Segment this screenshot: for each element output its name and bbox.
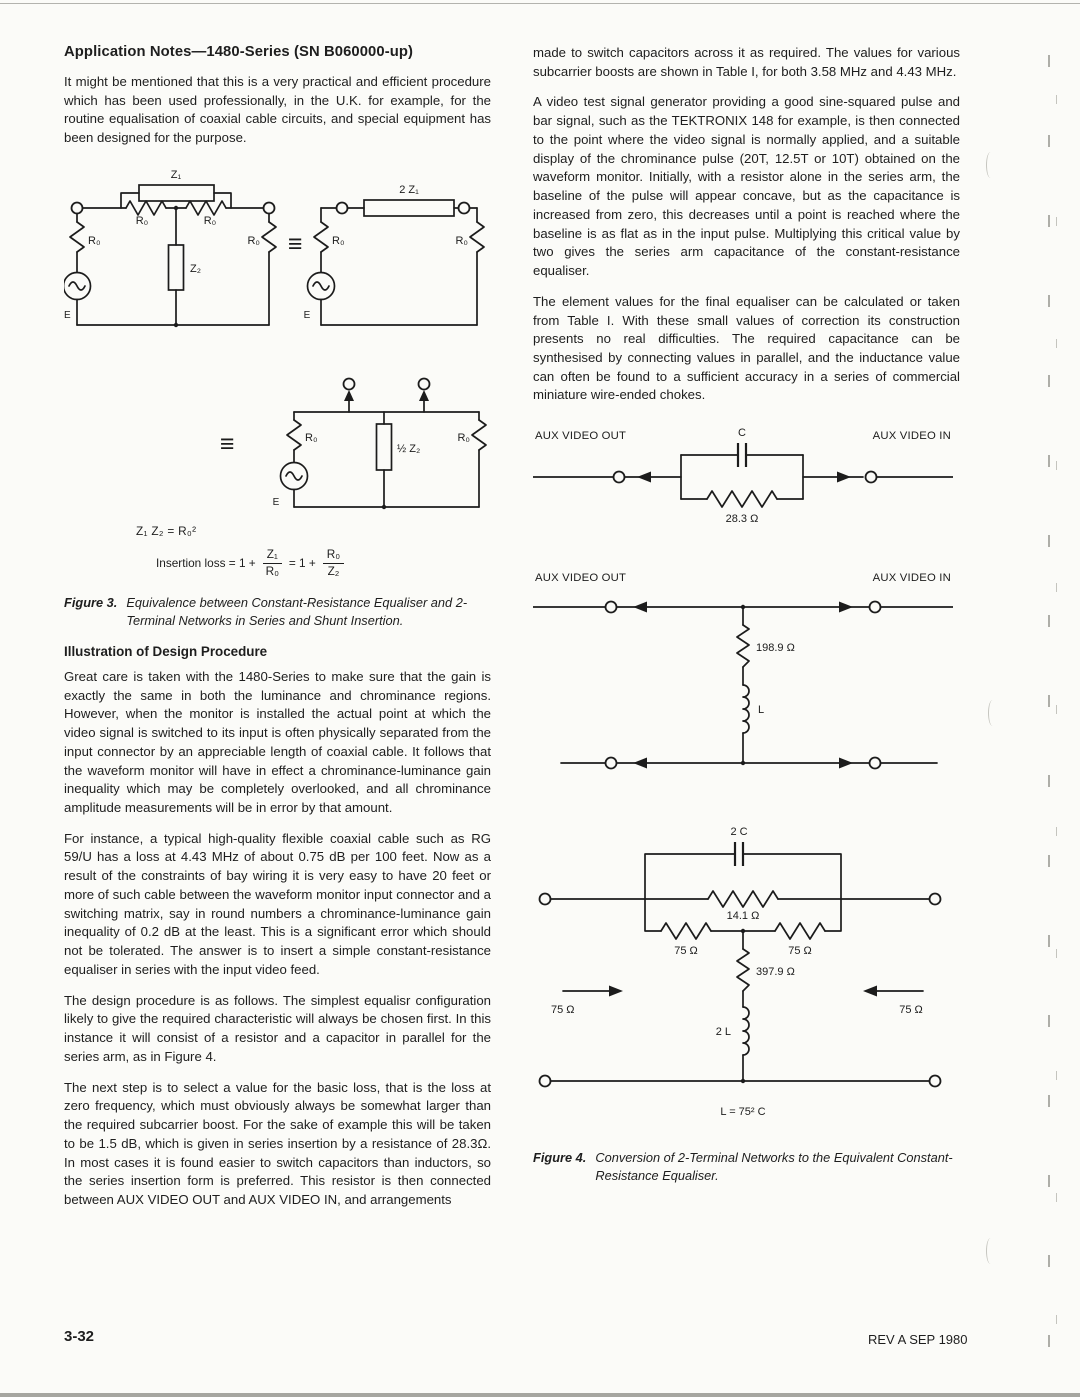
impedance-box-half-z2: [377, 424, 392, 470]
paragraph-care: Great care is taken with the 1480-Series to make sure that the gain is exactly the same in both the luminance and chrominance regions. However, when the monitor is installed the actual point at which the video signal is switched to its input is often physically separated from the input connector by an appreciable length of coaxial cable. It follows that the waveform monitor will have in effect a chrominance-luminance gain inequality which may be completely overlooked, and all chrominance amplitude measurements will be in error by that amount.: [64, 668, 491, 816]
scan-artifact-bottom-edge: [0, 1393, 1080, 1397]
figure3-circuit-b: [304, 184, 484, 325]
label-aux-video-out: AUX VIDEO OUT: [535, 572, 627, 585]
label-e: E: [272, 496, 280, 508]
label-e: E: [64, 309, 71, 321]
impedance-box-z2: [169, 245, 184, 290]
label-lc-relation: L = 75² C: [720, 1106, 766, 1119]
paragraph-generator: A video test signal generator providing a good sine-squared pulse and bar signal, such as the TEKTRONIX 148 for example, is then connected to the point where the video signal is normally applied, and a suitable display of the chrominance pulse (20T, 12.5T or 10T) obtained on the waveform monitor. Initially, with a resistor alone in the series arm, the baseline of the pulse will appear concave, but as the capacitance is increased from zero, this decreases until a point is reached where the baseline is as flat as in the input pulse. Multiplying this critical value by two gives the series arm capacitance of the constant-resistance equaliser.: [533, 94, 960, 279]
terminal-circle: [540, 1076, 551, 1087]
terminal-circle: [866, 472, 877, 483]
paragraph-procedure: The design procedure is as follows. The simplest equalisr configuration likely to give the required characteristic will always be chosen first. In this instance it will consist of a resistor and a capacitor in parallel for the series arm, as in Figure 4.: [64, 992, 491, 1064]
eq-fraction-1: [263, 548, 282, 578]
label-r0-left: R₀: [332, 234, 345, 247]
figure3-caption: [64, 594, 491, 630]
insertion-loss-equation: [156, 548, 491, 578]
figure3-equations: [136, 524, 491, 578]
label-z2: Z₂: [190, 262, 201, 275]
label-capacitor-2c: 2 C: [730, 826, 748, 839]
eq-fraction-2: [323, 548, 344, 578]
label-r0-left: R₀: [305, 431, 318, 444]
terminal-circle: [459, 202, 470, 213]
terminal-circle: [344, 378, 355, 389]
page-number: 3-32: [64, 1328, 95, 1345]
eq-frac2-den: Z₂: [327, 563, 340, 578]
label-port-impedance-right: 75 Ω: [899, 1004, 923, 1017]
eq-prefix: Insertion loss = 1 +: [156, 556, 256, 570]
terminal-circle: [540, 894, 551, 905]
label-resistor-75-right: 75 Ω: [788, 945, 812, 958]
eq-middle: = 1 +: [288, 556, 316, 570]
arrowhead-right: [609, 986, 623, 997]
label-resistor-28-3: 28.3 Ω: [725, 513, 759, 526]
figure4-circuit3: [533, 819, 953, 1127]
eq-frac1-num: Z₁: [263, 548, 282, 564]
impedance-box-z1: [139, 185, 214, 201]
label-r0-right: R₀: [455, 234, 468, 247]
label-resistor-397-9: 397.9 Ω: [756, 966, 795, 979]
label-inductor-2l: 2 L: [715, 1026, 731, 1039]
figure3-circuit-c: [273, 378, 486, 509]
eq-frac2-num: R₀: [323, 548, 344, 564]
figure3-caption-label: Figure 3.: [64, 595, 118, 611]
terminal-circle: [606, 758, 617, 769]
paragraph-instance: For instance, a typical high-quality flexible coaxial cable such as RG 59/U has a loss at 4.43 MHz of about 0.75 dB per 100 feet. Now as a result of the constraints of bay wiring it is very easy to have 20 feet or more of such cable between the waveform monitor input connector and a switching matrix, say in round numbers a chrominance-luminance gain inequality of 0.2 dB at the least. This is a significant error which should not be tolerated. The answer is to insert a simple constant-resistance equaliser in series with the input video feed.: [64, 830, 491, 977]
label-r0-mid-left: R₀: [135, 214, 149, 227]
terminal-circle: [419, 378, 430, 389]
left-column: [64, 44, 491, 1222]
equivalence-sign: ≡: [287, 229, 303, 258]
source-symbol: [281, 462, 308, 489]
heading-design-procedure: Illustration of Design Procedure: [64, 643, 268, 659]
label-half-z2: ½ Z₂: [397, 442, 421, 455]
page-title: Application Notes—1480-Series (SN B060000-up): [64, 44, 414, 60]
label-r0-right: R₀: [247, 234, 260, 247]
arrowhead-left: [633, 602, 647, 613]
arrowhead-right: [839, 602, 853, 613]
figure4-caption-label: Figure 4.: [533, 1150, 587, 1166]
right-column: [533, 44, 960, 1222]
paragraph-switch: made to switch capacitors across it as required. The values for various subcarrier boosts are shown in Table I, for both 3.58 MHz and 4.43 MHz.: [533, 45, 960, 79]
inductor-coil: [743, 685, 749, 733]
terminal-circle: [930, 1076, 941, 1087]
label-inductor-l: L: [758, 704, 765, 717]
figure3-caption-text: Equivalence between Constant-Resistance Equaliser and 2-Terminal Networks in Series and Shunt Insertion.: [126, 595, 468, 628]
scan-artifact-mark: [988, 700, 997, 726]
terminal-circle: [870, 758, 881, 769]
scan-artifact-dashes: [1048, 55, 1050, 1352]
paragraph-elements: The element values for the final equaliser can be calculated or taken from Table I. With these small values of correction its construction presents no real difficulties. The required capacitance can be synthesised by connecting values in parallel, and the inductance value can often be found to a sufficient accuracy in a series of commercial miniature wire-ended chokes.: [533, 293, 960, 403]
scan-artifact-dashes: [1056, 95, 1057, 1327]
arrowhead-left: [637, 472, 651, 483]
figure4-caption-text: Conversion of 2-Terminal Networks to the Equivalent Constant-Resistance Equaliser.: [595, 1150, 953, 1184]
label-resistor-75-left: 75 Ω: [674, 945, 698, 958]
revision-date: REV A SEP 1980: [868, 1332, 968, 1347]
label-aux-video-out: AUX VIDEO OUT: [535, 430, 627, 443]
paragraph-intro: It might be mentioned that this is a very practical and efficient procedure which has been used professionally, in the U.K. for example, for the routine equalisation of coaxial cable circuits, and special equipment has been designed for the purpose.: [64, 74, 491, 146]
eq-frac1-den: R₀: [265, 563, 279, 578]
arrowhead-right: [837, 472, 851, 483]
terminal-circle: [606, 602, 617, 613]
figure3-circuit-a: [64, 169, 276, 327]
paragraph-next-step: The next step is to select a value for the basic loss, that is the loss at zero frequency, which must obviously always be somewhat larger than the required subcarrier boost. For the sake of example this will be taken to be 1.5 dB, which is given in series insertion by a resistance of 28.3Ω. In most cases it is found easier to switch capacitors than inductors, so the series insertion form is preferred. This resistor is then connected between AUX VIDEO OUT and AUX VIDEO IN, and arrangements: [64, 1079, 491, 1207]
scan-artifact-mark: [986, 1238, 995, 1264]
label-resistor-198-9: 198.9 Ω: [756, 642, 795, 655]
label-capacitor-c: C: [738, 427, 746, 440]
label-aux-video-in: AUX VIDEO IN: [872, 572, 951, 585]
label-z1: Z₁: [170, 168, 182, 181]
impedance-box-2z1: [364, 200, 454, 216]
scan-artifact-mark: [986, 152, 995, 178]
terminal-circle: [930, 894, 941, 905]
figure3-circuit-diagram: [64, 160, 491, 514]
figure4-circuit1: [533, 425, 953, 537]
source-symbol: [308, 272, 335, 299]
label-port-impedance-left: 75 Ω: [551, 1004, 575, 1017]
figure4-circuit2: [533, 567, 953, 779]
figure4-caption: [533, 1149, 960, 1185]
arrowhead-left: [863, 986, 877, 997]
inductor-coil: [743, 1007, 749, 1055]
equation-z1z2: Z₁ Z₂ = R₀²: [136, 523, 197, 538]
terminal-circle: [72, 202, 83, 213]
label-r0-mid-right: R₀: [203, 214, 217, 227]
terminal-circle: [264, 202, 275, 213]
equivalence-sign: ≡: [219, 429, 235, 458]
label-resistor-14-1: 14.1 Ω: [726, 910, 760, 923]
terminal-circle: [870, 602, 881, 613]
label-r0-right: R₀: [457, 431, 470, 444]
source-symbol: [64, 272, 91, 299]
label-e: E: [303, 309, 311, 321]
arrowhead-left: [633, 758, 647, 769]
label-r0-left: R₀: [88, 234, 101, 247]
terminal-circle: [614, 472, 625, 483]
label-2z1: 2 Z₁: [399, 183, 419, 196]
terminal-circle: [337, 202, 348, 213]
label-aux-video-in: AUX VIDEO IN: [872, 430, 951, 443]
scan-artifact-topline: [0, 3, 1080, 4]
arrowhead-right: [839, 758, 853, 769]
